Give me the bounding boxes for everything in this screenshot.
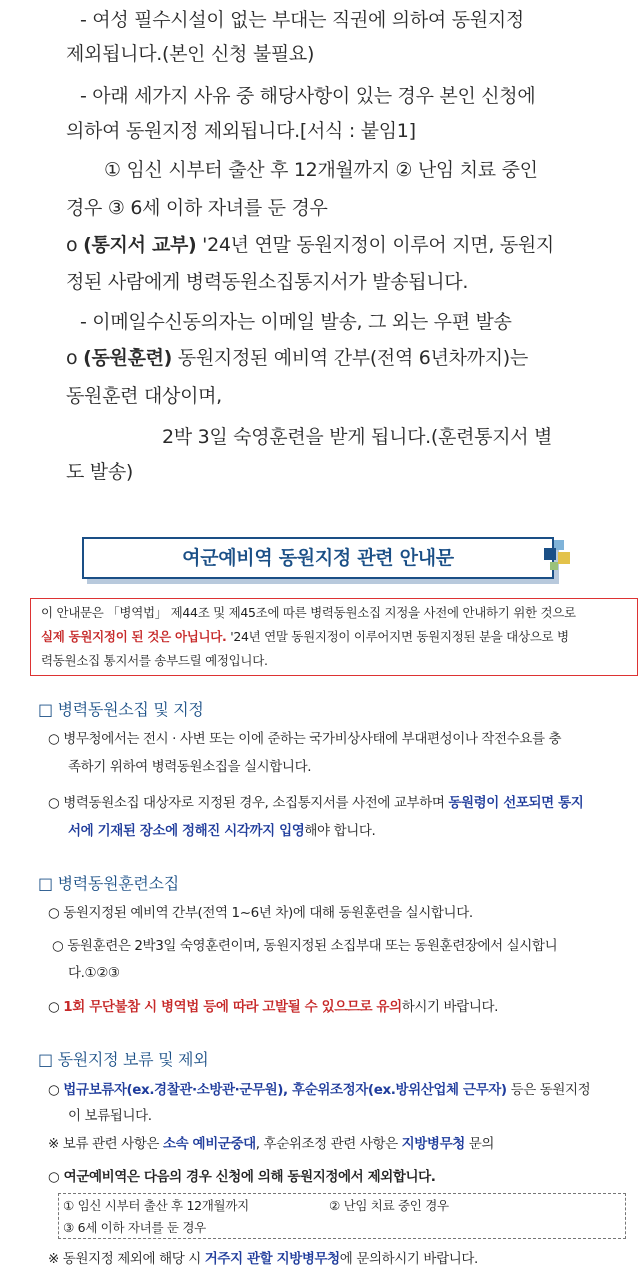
emphasis: 서에 기재된 장소에 정해진 시각까지 입영 <box>68 823 305 839</box>
section-title: □ 병력동원소집 및 지정 <box>38 700 204 719</box>
decorative-squares-icon <box>540 540 576 574</box>
text: 등은 동원지정 <box>506 1082 591 1098</box>
exemption-item: ① 임신 시부터 출산 후 12개월까지 <box>63 1198 249 1213</box>
emphasis: 법규보류자(ex.경찰관·소방관·군무원), 후순위조정자(ex.방위산업체 근무자) <box>63 1082 507 1098</box>
exemption-box <box>58 1193 626 1239</box>
section-title: □ 동원지정 보류 및 제외 <box>38 1050 209 1069</box>
text: ※ 동원지정 제외에 해당 시 <box>48 1251 205 1267</box>
text-line: 도 발송) <box>66 461 134 483</box>
list-item <box>48 794 583 812</box>
note <box>48 1250 478 1268</box>
text-line: 경우 ③ 6세 이하 자녀를 둔 경우 <box>66 197 328 219</box>
text-line: 동원훈련 대상이며, <box>66 385 222 407</box>
text: 동원지정된 예비역 간부(전역 6년차까지)는 <box>172 347 528 369</box>
text-line: 2박 3일 숙영훈련을 받게 됩니다.(훈련통지서 별 <box>162 426 553 448</box>
text-line: - 이메일수신동의자는 이메일 발송, 그 외는 우편 발송 <box>80 311 512 333</box>
text: ※ 보류 관련 사항은 <box>48 1136 163 1152</box>
section-title: □ 병력동원훈련소집 <box>38 874 179 893</box>
bullet: o <box>66 234 84 256</box>
banner-title: 여군예비역 동원지정 관련 안내문 <box>182 547 454 569</box>
list-item-cont: 족하기 위하여 병력동원소집을 실시합니다. <box>68 759 312 775</box>
emphasis: 거주지 관할 지방병무청 <box>204 1251 340 1267</box>
emphasis: 지방병무청 <box>401 1136 465 1152</box>
title-banner <box>82 537 554 579</box>
text: 하시기 바랍니다. <box>401 999 498 1015</box>
text-line <box>66 233 554 257</box>
list-item <box>48 998 498 1016</box>
warning-emphasis: 1회 무단불참 시 병역법 등에 따라 고발될 수 있으므로 유의 <box>63 999 402 1015</box>
notice-line <box>41 629 569 645</box>
notice-line: 이 안내문은 「병역법」 제44조 및 제45조에 따른 병력동원소집 지정을 사전에 안내하기 위한 것으로 <box>41 605 576 620</box>
emphasis: 소속 예비군중대 <box>162 1136 256 1152</box>
bullet: o <box>66 347 84 369</box>
notice-emphasis: 실제 동원지정이 된 것은 아닙니다. <box>41 629 227 644</box>
text: '24년 연말 동원지정이 이루어지면 동원지정된 분을 대상으로 병 <box>226 629 569 644</box>
text-line: - 여성 필수시설이 없는 부대는 직권에 의하여 동원지정 <box>80 9 524 31</box>
heading-inline: (동원훈련) <box>83 347 173 369</box>
list-item-cont: 이 보류됩니다. <box>68 1108 152 1124</box>
list-item: ○ 병무청에서는 전시 · 사변 또는 이에 준하는 국가비상사태에 부대편성이나 작전수요를 충 <box>48 731 562 747</box>
text-line: 의하여 동원지정 제외됩니다.[서식 : 붙임1] <box>66 120 416 142</box>
text-line: - 아래 세가지 사유 중 해당사항이 있는 경우 본인 신청에 <box>80 85 536 107</box>
heading-inline: (통지서 교부) <box>83 234 197 256</box>
text: , 후순위조정 관련 사항은 <box>255 1136 402 1152</box>
text: ○ <box>48 1082 64 1098</box>
text: 문의 <box>464 1136 495 1152</box>
notice-line: 력동원소집 통지서를 송부드릴 예정입니다. <box>41 653 268 668</box>
list-item <box>48 1081 590 1099</box>
text: ○ 병력동원소집 대상자로 지정된 경우, 소집통지서를 사전에 교부하며 <box>48 795 449 811</box>
text-line: ① 임신 시부터 출산 후 12개월까지 ② 난임 치료 중인 <box>104 159 538 181</box>
text: ○ <box>48 999 64 1015</box>
emphasis: 동원령이 선포되면 통지 <box>448 795 584 811</box>
notice-box <box>30 598 638 676</box>
list-item: ○ 동원지정된 예비역 간부(전역 1~6년 차)에 대해 동원훈련을 실시합니다. <box>48 905 473 921</box>
list-item-cont <box>68 822 375 840</box>
exemption-item: ② 난임 치료 중인 경우 <box>329 1198 449 1213</box>
exemption-item: ③ 6세 이하 자녀를 둔 경우 <box>63 1220 206 1235</box>
text: 해야 합니다. <box>304 823 376 839</box>
list-item: ○ 동원훈련은 2박3일 숙영훈련이며, 동원지정된 소집부대 또는 동원훈련장에서 실시합니 <box>52 938 558 954</box>
text-line: 제외됩니다.(본인 신청 불필요) <box>66 43 315 65</box>
text: '24년 연말 동원지정이 이루어 지면, 동원지 <box>196 234 554 256</box>
list-item-cont: 다.①②③ <box>68 965 120 981</box>
note <box>48 1135 494 1153</box>
text-line <box>66 346 528 370</box>
text-line: 정된 사람에게 병력동원소집통지서가 발송됩니다. <box>66 271 469 293</box>
list-item: ○ 여군예비역은 다음의 경우 신청에 의해 동원지정에서 제외합니다. <box>48 1169 436 1185</box>
text: 에 문의하시기 바랍니다. <box>339 1251 478 1267</box>
